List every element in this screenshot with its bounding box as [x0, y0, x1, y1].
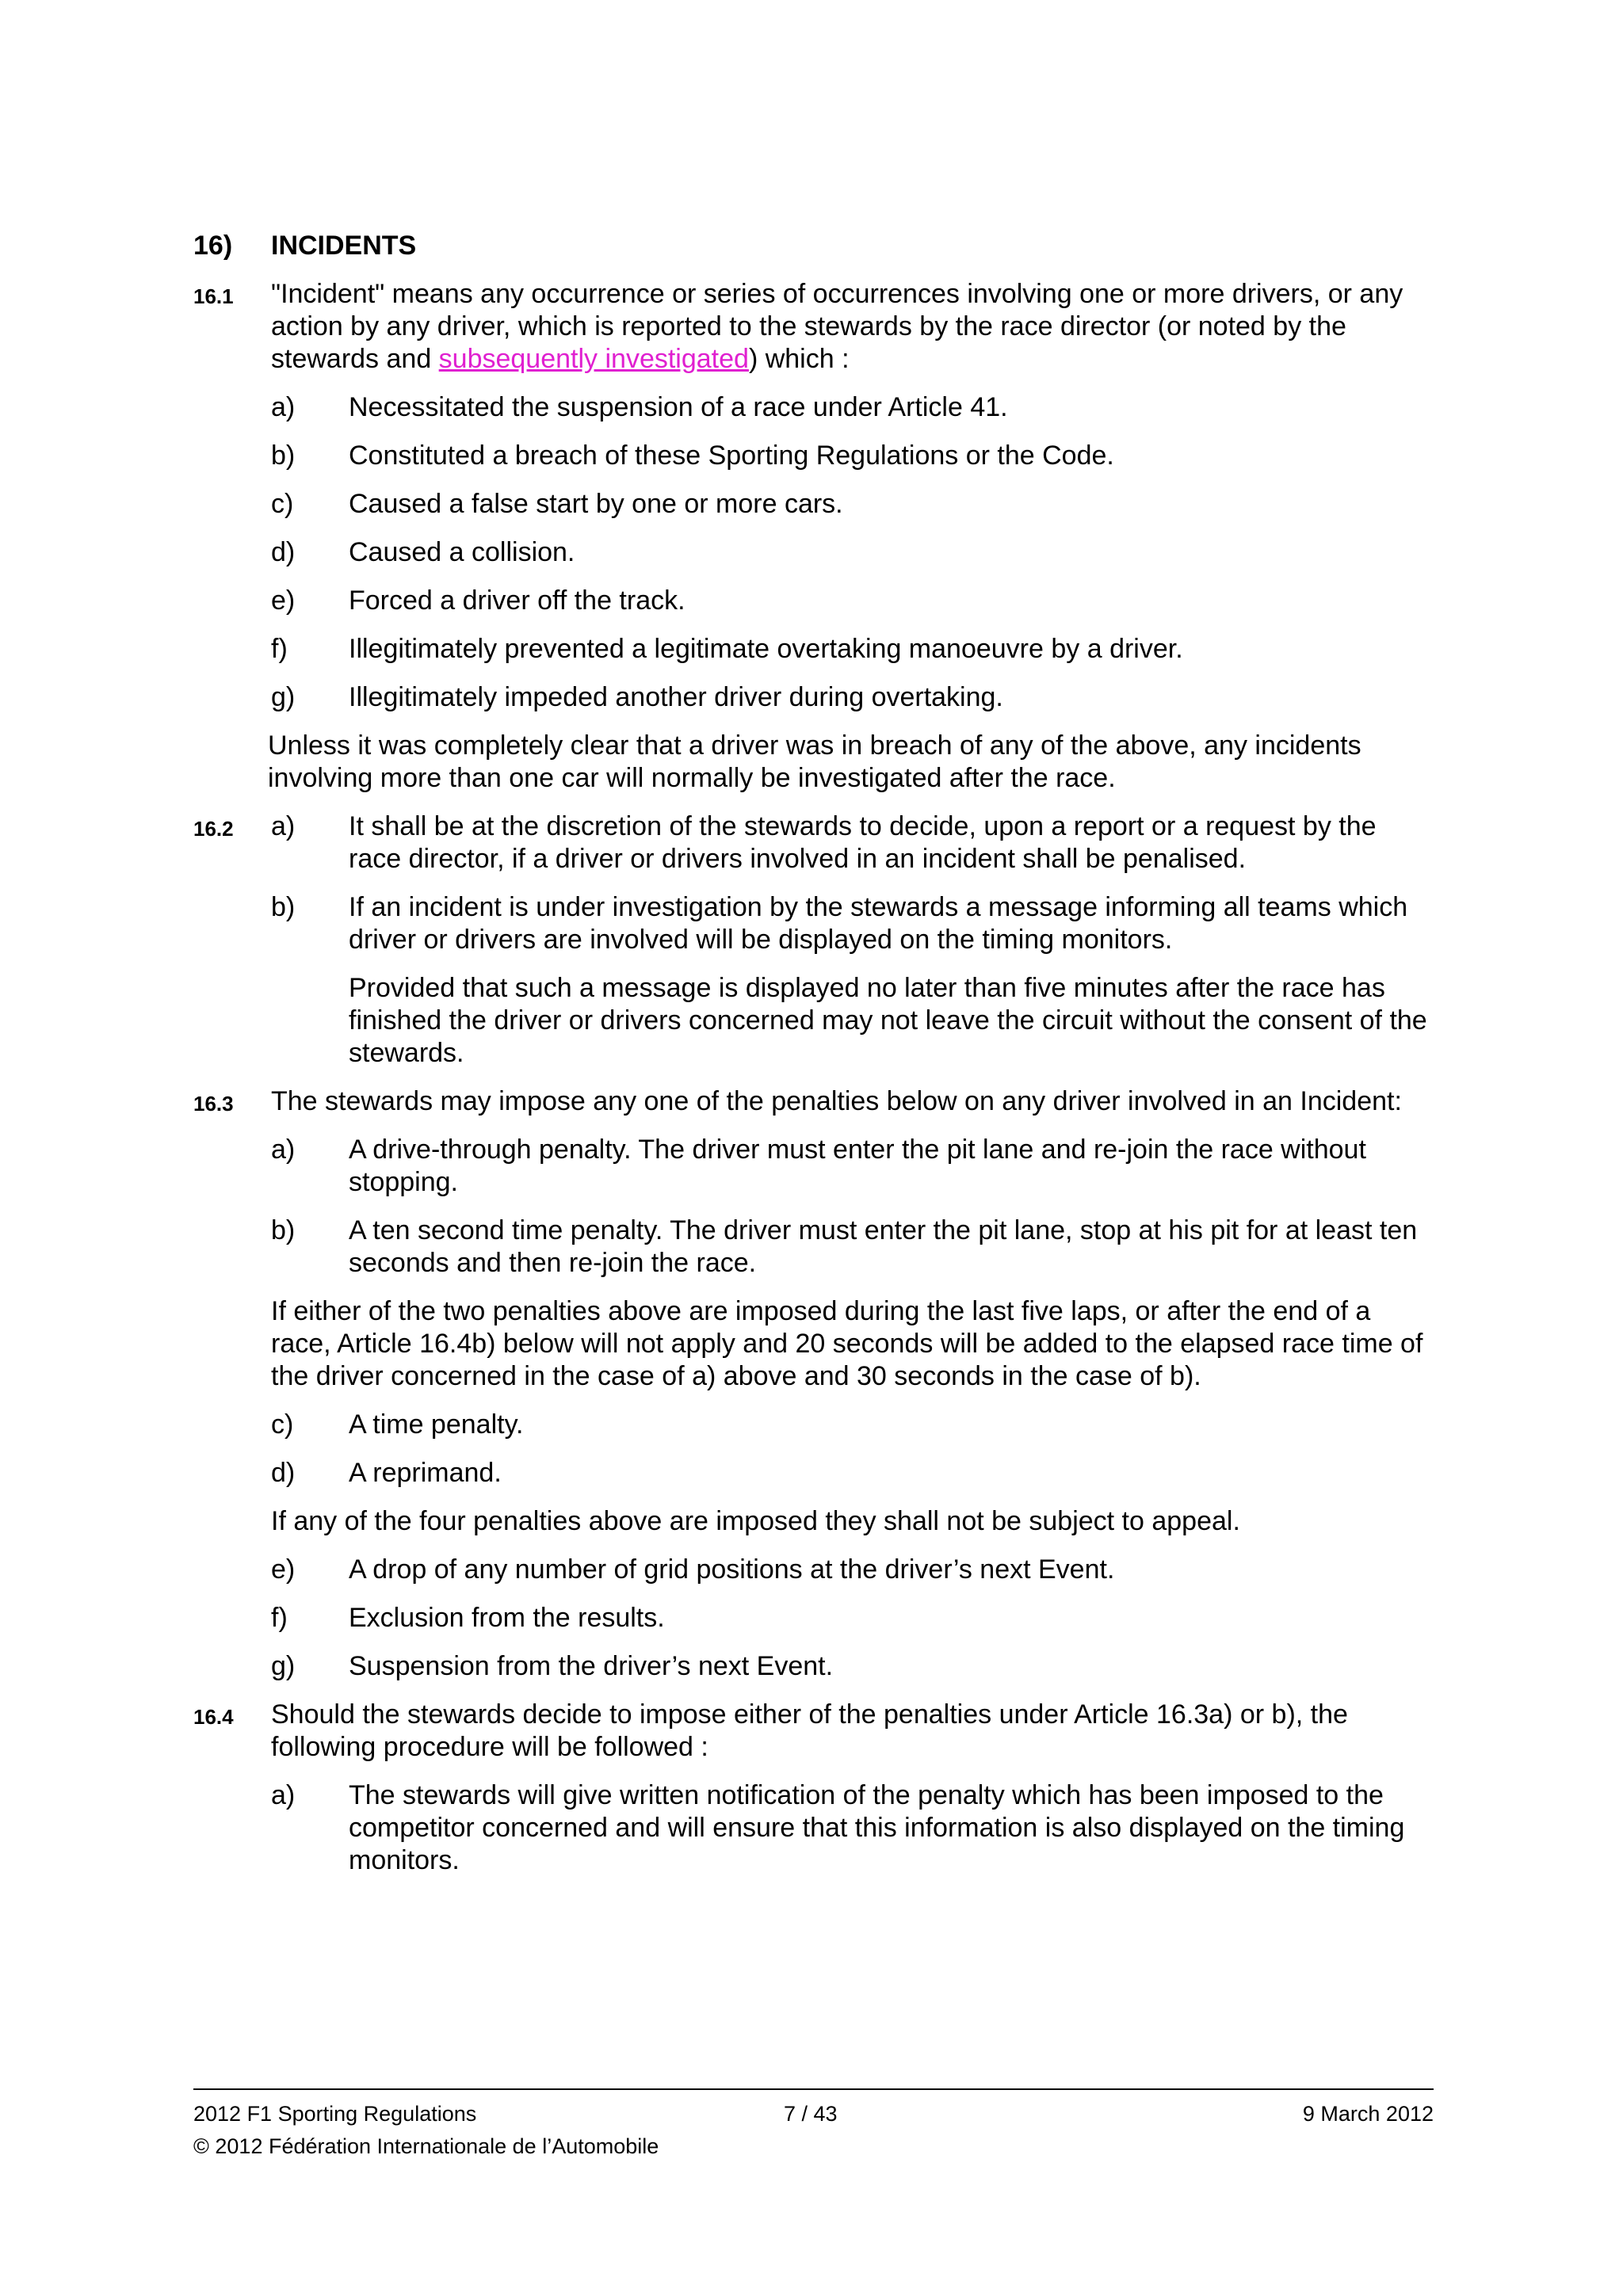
article-body	[271, 810, 1434, 1070]
item-text: A drop of any number of grid positions at the driver’s next Event.	[349, 1554, 1115, 1585]
article-body	[271, 278, 1434, 714]
article-16-2	[193, 810, 1434, 1070]
document-body	[193, 230, 1434, 1877]
item-letter: c)	[271, 1409, 294, 1440]
item-text: Constituted a breach of these Sporting Regulations or the Code.	[349, 441, 1114, 471]
list-item	[271, 1215, 1434, 1280]
article-intro: Should the stewards decide to impose either of the penalties under Article 16.3a) or b), the following procedure will be followed :	[271, 1699, 1348, 1762]
list-item	[271, 391, 1434, 424]
item-letter: b)	[271, 892, 296, 922]
article-items	[271, 391, 1434, 714]
item-text: A time penalty.	[349, 1409, 524, 1440]
list-item	[271, 536, 1434, 569]
article-number: 16.4	[193, 1705, 234, 1729]
item-text: Caused a false start by one or more cars.	[349, 489, 843, 519]
list-item	[271, 681, 1434, 714]
item-letter: e)	[271, 585, 296, 616]
item-text: A drive-through penalty. The driver must enter the pit lane and re-join the race without stopping.	[349, 1135, 1366, 1197]
list-item	[271, 440, 1434, 472]
page-footer	[193, 2088, 1434, 2163]
subsequently-investigated-link[interactable]: subsequently investigated	[438, 344, 749, 374]
section-heading	[193, 230, 1434, 262]
list-item	[271, 585, 1434, 617]
sub-paragraph: Provided that such a message is displayed no later than five minutes after the race has finished the driver or drivers concerned may not leave the circuit without the consent of the stewards.	[349, 973, 1427, 1068]
article-body	[271, 1085, 1434, 1683]
footer-date: 9 March 2012	[1302, 2102, 1434, 2126]
article-16-4	[193, 1699, 1434, 1877]
item-letter: a)	[271, 392, 296, 422]
item-letter: d)	[271, 537, 296, 567]
intro-text-end: ) which :	[748, 344, 850, 374]
item-letter: b)	[271, 441, 296, 471]
item-letter: g)	[271, 1651, 296, 1681]
item-text: Exclusion from the results.	[349, 1603, 665, 1633]
item-letter: g)	[271, 682, 296, 712]
article-body	[271, 1699, 1434, 1877]
item-text: If an incident is under investigation by the stewards a message informing all teams which driver or drivers are involved will be displayed on the timing monitors.	[349, 892, 1408, 955]
article-items	[271, 1409, 1434, 1489]
article-number: 16.3	[193, 1092, 234, 1116]
item-letter: d)	[271, 1458, 296, 1488]
list-item	[271, 1779, 1434, 1877]
item-letter: a)	[271, 1780, 296, 1810]
item-letter: b)	[271, 1215, 296, 1245]
article-intro: The stewards may impose any one of the penalties below on any driver involved in an Incident:	[271, 1086, 1402, 1116]
item-text: The stewards will give written notification of the penalty which has been imposed to the competitor concerned and will ensure that this information is also displayed on the timing monitors.	[349, 1780, 1405, 1875]
footer-row	[193, 2098, 1434, 2130]
item-letter: c)	[271, 489, 294, 519]
list-item	[271, 810, 1434, 875]
item-text: A ten second time penalty. The driver must enter the pit lane, stop at his pit for at least ten seconds and then re-join the race.	[349, 1215, 1418, 1278]
article-items	[271, 1779, 1434, 1877]
item-text: A reprimand.	[349, 1458, 502, 1488]
list-item	[271, 633, 1434, 666]
item-text: Caused a collision.	[349, 537, 575, 567]
article-number: 16.2	[193, 817, 234, 841]
section-number: 16)	[193, 231, 233, 261]
list-item	[271, 1602, 1434, 1634]
intro-text: "Incident" means any occurrence or series of occurrences involving one or more drivers, or any action by any driver, which is reported to the stewards by the race director (or noted by the stewards and	[271, 279, 1403, 374]
list-item	[271, 1554, 1434, 1586]
list-item	[271, 1650, 1434, 1683]
list-item	[271, 488, 1434, 521]
item-text: Illegitimately impeded another driver during overtaking.	[349, 682, 1003, 712]
item-text: Illegitimately prevented a legitimate overtaking manoeuvre by a driver.	[349, 634, 1183, 664]
item-text: Forced a driver off the track.	[349, 585, 685, 616]
item-letter: e)	[271, 1554, 296, 1585]
item-text: Necessitated the suspension of a race under Article 41.	[349, 392, 1008, 422]
list-item	[271, 891, 1434, 956]
footer-copyright: © 2012 Fédération Internationale de l’Automobile	[193, 2134, 659, 2158]
article-paragraph: If any of the four penalties above are imposed they shall not be subject to appeal.	[271, 1506, 1240, 1536]
article-paragraph: If either of the two penalties above are imposed during the last five laps, or after the end of a race, Article 16.4b) below will not apply and 20 seconds will be added to the elapsed race time of the driver concerned in the case of a) above and 30 seconds in the case of b).	[271, 1296, 1423, 1391]
item-text: It shall be at the discretion of the stewards to decide, upon a report or a request by the race director, if a driver or drivers involved in an incident shall be penalised.	[349, 811, 1377, 874]
list-item	[271, 1457, 1434, 1489]
item-letter: f)	[271, 1603, 288, 1633]
article-16-1	[193, 278, 1434, 714]
footer-document-title: 2012 F1 Sporting Regulations	[193, 2102, 477, 2126]
item-letter: a)	[271, 811, 296, 841]
article-items	[271, 1134, 1434, 1280]
list-item	[271, 1409, 1434, 1441]
list-item	[271, 1134, 1434, 1199]
footer-page-number: 7 / 43	[784, 2102, 838, 2126]
article-intro	[271, 278, 1434, 376]
section-title: INCIDENTS	[271, 231, 417, 261]
article-number: 16.1	[193, 284, 234, 308]
article-closing: Unless it was completely clear that a driver was in breach of any of the above, any incidents involving more than one car will normally be investigated after the race.	[268, 730, 1361, 793]
item-text: Suspension from the driver’s next Event.	[349, 1651, 834, 1681]
item-letter: a)	[271, 1135, 296, 1165]
article-16-3	[193, 1085, 1434, 1683]
item-letter: f)	[271, 634, 288, 664]
article-items	[271, 1554, 1434, 1683]
